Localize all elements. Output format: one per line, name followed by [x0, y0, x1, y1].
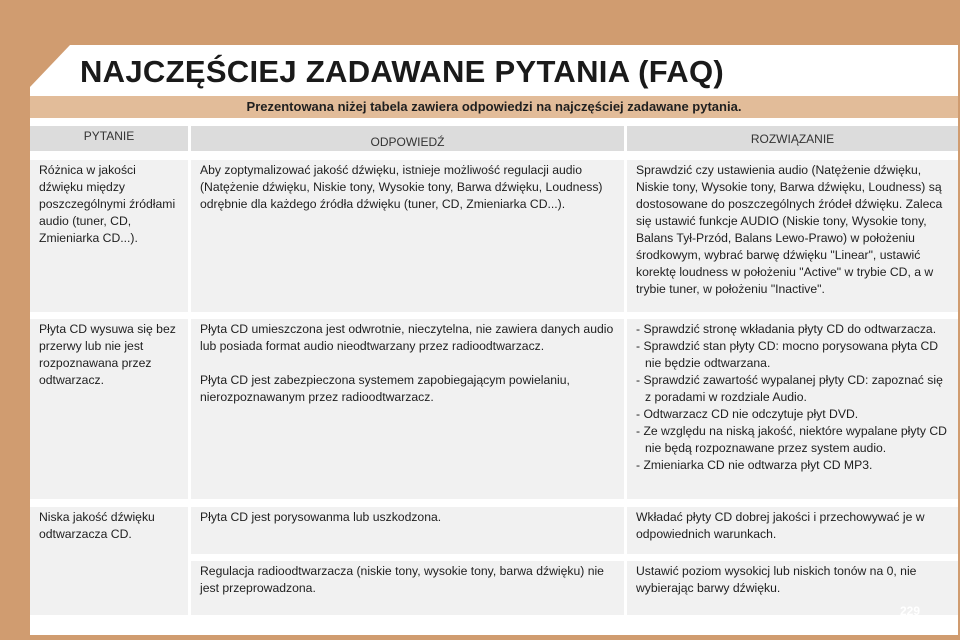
answer-text: Płyta CD jest porysowanma lub uszkodzona.: [200, 510, 442, 524]
list-item: - Odtwarzacz CD nie odczytuje płyt DVD.: [636, 406, 949, 423]
answer-text: Płyta CD jest zabezpieczona systemem zapobiegającym powielaniu, nierozpoznawanym przez radioodtwarzacz.: [200, 373, 570, 404]
page-number: 229: [899, 604, 920, 618]
list-item: - Zmieniarka CD nie odtwarza płyt CD MP3.: [636, 457, 949, 474]
header-answer: ODPOWIEDŹ: [191, 126, 624, 151]
page-subtitle: Prezentowana niżej tabela zawiera odpowiedzi na najczęściej zadawane pytania.: [246, 99, 742, 114]
table-cell-answer: [191, 319, 624, 499]
table-cell-question: [30, 160, 188, 312]
list-item: - Sprawdzić zawartość wypalanej płyty CD: zapoznać się z poradami w rozdziale Audio.: [636, 372, 949, 406]
question-text: Niska jakość dźwięku odtwarzacza CD.: [39, 510, 155, 541]
table-cell-question: [30, 319, 188, 499]
list-item: - Sprawdzić stronę wkładania płyty CD do odtwarzacza.: [636, 321, 949, 338]
question-text: Płyta CD wysuwa się bez przerwy lub nie jest rozpoznawana przez odtwarzacz.: [39, 322, 176, 387]
page-title: NAJCZĘŚCIEJ ZADAWANE PYTANIA (FAQ): [80, 54, 725, 89]
header-question: PYTANIE: [30, 126, 188, 151]
question-text: Różnica w jakości dźwięku między poszczególnymi źródłami audio (tuner, CD, Zmieniarka CD...).: [39, 163, 176, 245]
table-cell-question: [30, 507, 188, 615]
solution-text: Wkładać płyty CD dobrej jakości i przechowywać je w odpowiednich warunkach.: [636, 510, 925, 541]
table-cell-solution: [627, 160, 958, 312]
header-solution: ROZWIĄZANIE: [627, 126, 958, 151]
table-cell-answer: [191, 507, 624, 554]
watermark: carmanualsonline.info: [750, 615, 956, 637]
table-cell-solution: [627, 319, 958, 499]
solution-text: Ustawić poziom wysokicj lub niskich tonów na 0, nie wybierając barwy dźwięku.: [636, 564, 917, 595]
list-item: - Sprawdzić stan płyty CD: mocno porysowana płyta CD nie będzie odtwarzana.: [636, 338, 949, 372]
solution-list: [636, 321, 949, 474]
table-cell-answer: [191, 561, 624, 615]
table-cell-solution: [627, 507, 958, 554]
subtitle-bar: [30, 96, 958, 118]
list-item: - Ze względu na niską jakość, niektóre wypalane płyty CD nie będą rozpoznawane przez system audio.: [636, 423, 949, 457]
answer-text: Regulacja radioodtwarzacza (niskie tony, wysokie tony, barwa dźwięku) nie jest przeprowadzona.: [200, 564, 604, 595]
answer-text: Płyta CD umieszczona jest odwrotnie, nieczytelna, nie zawiera danych audio lub posiada format audio nieodtwarzany przez radioodtwarzacz.: [200, 322, 614, 353]
table-cell-answer: [191, 160, 624, 312]
solution-text: Sprawdzić czy ustawienia audio (Natężenie dźwięku, Niskie tony, Wysokie tony, Barwa dźwięku, Loudness) są dostosowane do poszczególnych źródeł dźwięku. Zaleca się ustawić funkcje AUDIO (Niskie tony, Wysokie tony, Balans Tył-Przód, Balans Lewo-Prawo) w położeniu środkowym, wybrać barwę dźwięku "Linear", ustawić korektę loudness w położeniu "Active" w trybie CD, a w trybie tuner, w położeniu "Inactive".: [636, 163, 943, 296]
answer-text: Aby zoptymalizować jakość dźwięku, istnieje możliwość regulacji audio (Natężenie dźwięku, Niskie tony, Wysokie tony, Barwa dźwięku, Loudness) odrębnie dla każdego źródła dźwięku (tuner, CD, Zmieniarka CD...).: [200, 163, 603, 211]
